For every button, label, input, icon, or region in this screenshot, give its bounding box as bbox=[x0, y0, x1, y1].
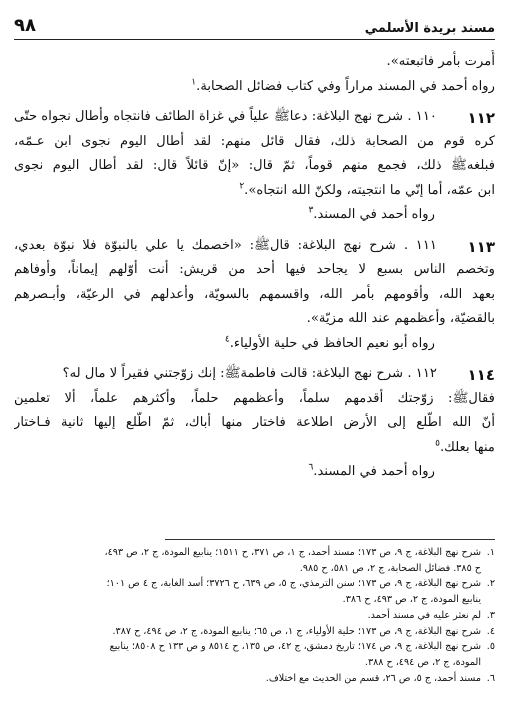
text-line: بعهد الله، وأقومهم بأمر الله، واقسمهم بالسويّة، وأعدلهم في الرعيّة، وأبـصرهم bbox=[14, 286, 495, 302]
footnote-text: المودة، ج ٢، ص ٤٩٤، ح ٣٨٨. bbox=[364, 656, 481, 668]
footnote-item bbox=[14, 561, 495, 577]
text-line: وتخصم الناس بسبع لا يجاحد فيها أحد من قريش: أنت أوّلهم إيماناً، وأوفاهم bbox=[14, 262, 495, 277]
text-line bbox=[14, 436, 495, 461]
footnote-number: ٤. bbox=[486, 625, 495, 637]
footnote-item bbox=[14, 608, 495, 624]
entry-number: ١١٢ bbox=[467, 109, 495, 127]
text-line bbox=[14, 75, 495, 100]
text-line bbox=[14, 332, 495, 357]
text-line: فبلغهﷺ ذلك، فجمع منهم قوماً، ثمّ قال: «إنّ قائلاً قال: لقد أطال اليوم نجوى bbox=[14, 158, 495, 173]
entry-number: ١١٣ bbox=[467, 237, 495, 256]
footnote-text: ينابيع المودة، ج ٢، ص ٤٩٣، ح ٣٨٦. bbox=[342, 594, 481, 606]
text-line bbox=[14, 203, 495, 228]
footnote-ref: ٦ bbox=[308, 462, 314, 473]
footnote-item bbox=[14, 576, 495, 592]
footnote-item bbox=[14, 655, 495, 671]
hadith-entry-112 bbox=[14, 105, 495, 130]
text-line: ١١١ . شرح نهج البلاغة: قالﷺ: «اخصمك يا علي بالنبوّة فلا نبوّة بعدي، bbox=[14, 237, 437, 253]
text-line bbox=[14, 460, 495, 485]
footnote-item bbox=[14, 624, 495, 640]
citation-text: رواه أحمد في المسند مراراً وفي كتاب فضائل الصحابة. bbox=[196, 78, 495, 94]
hadith-entry-113 bbox=[14, 234, 495, 259]
footnote-text: شرح نهج البلاغة، ج ٩، ص ١٧٣؛ حلية الأولياء، ج ١، ص ٦٥؛ ينابيع المودة، ج ٢، ص ٤٩٤، ح ٣٨٧. bbox=[112, 625, 481, 637]
page-number: ٩٨ bbox=[14, 15, 36, 36]
footnote-item bbox=[14, 639, 495, 655]
text-line bbox=[14, 179, 495, 204]
footnote-number: ١. bbox=[486, 547, 495, 558]
hadith-entry-114 bbox=[14, 362, 495, 387]
footnote-text: ح ٣٨٥. فضائل الصحابة، ج ٢، ص ٥٨١، ح ٩٨٥. bbox=[299, 562, 481, 574]
text-line: أنّ الله اطّلع إلى الأرض اطلاعة فاختار منها أباك، ثمّ اطّلع إليها ثانية فـاختار bbox=[14, 415, 495, 430]
entry-number: ١١٤ bbox=[467, 366, 495, 384]
citation-text: رواه أبو نعيم الحافظ في حلية الأولياء. bbox=[229, 335, 435, 351]
footnote-text: شرح نهج البلاغة، ج ٩، ص ١٧٣؛ سنن الترمذي، ج ٥، ص ٦٣٩، ح ٣٧٢٦؛ أسد الغابة، ج ٤ ص ١٠١؛ bbox=[106, 578, 481, 590]
footnote-ref: ٣ bbox=[308, 205, 314, 216]
footnote-ref: ٢ bbox=[239, 181, 245, 192]
citation-text: رواه أحمد في المسند. bbox=[313, 464, 435, 479]
footnote-text: شرح نهج البلاغة، ج ٩، ص ١٧٣؛ مسند أحمد، ج ١، ص ٣٧١، ح ١٥١١؛ ينابيع المودة، ج ٢، ص ٤٩٣، bbox=[104, 547, 481, 558]
footnote-text: مسند أحمد، ج ٥، ص ٢٦، قسم من الحديث مع اختلاف. bbox=[265, 672, 481, 684]
running-title: مسند بريدة الأسلمي bbox=[364, 21, 495, 36]
citation-text: رواه أحمد في المسند. bbox=[313, 207, 435, 222]
text-span: منها بعلك. bbox=[439, 439, 495, 455]
footnote-number: ٥. bbox=[486, 641, 495, 653]
text-line: بالقضيّة، وأعظمهم عند الله مزيّة». bbox=[306, 311, 495, 326]
main-text bbox=[14, 50, 495, 485]
text-line: أُمرت بأمر فاتبعته». bbox=[386, 54, 495, 69]
footnote-text: شرح نهج البلاغة، ج ٩، ص ١٧٤؛ تاريخ دمشق، ج ٤٢، ص ١٣٥، ح ٨٥١٤ و ص ١٣٣ ح ٨٥٠٨؛ ينابيع bbox=[109, 641, 481, 653]
text-line: فقالﷺ: زوّجتك أقدمهم سلماً، وأعظمهم حلماً، وأكثرهم علماً، ألا تعلمين bbox=[14, 390, 495, 406]
text-span: ابن عمّه، أما إنّي ما انتجيته، ولكنّ الله انتجاه». bbox=[244, 182, 495, 198]
footnotes bbox=[14, 545, 495, 686]
footnote-ref: ٤ bbox=[224, 334, 230, 345]
footnote-item bbox=[14, 592, 495, 608]
footnote-divider bbox=[165, 539, 495, 540]
footnote-number: ٦. bbox=[486, 672, 495, 684]
footnote-number: ٣. bbox=[486, 609, 495, 621]
footnote-number: ٢. bbox=[486, 578, 495, 590]
footnote-text: لم نعثر عليه في مسند أحمد. bbox=[367, 609, 481, 621]
footnote-ref: ٥ bbox=[435, 438, 440, 449]
text-line: كره قوم من الصحابة ذلك، فقال قائل منهم: لقد أطال اليوم نجوى ابن عـمّه، bbox=[14, 133, 495, 149]
footnote-item bbox=[14, 671, 495, 687]
page-header bbox=[14, 14, 495, 40]
text-line: ١١٢ . شرح نهج البلاغة: قالت فاطمةﷺ: إنك زوّجتني فقيراً لا مال له؟ bbox=[62, 366, 437, 381]
footnote-item bbox=[14, 545, 495, 561]
text-line: ١١٠ . شرح نهج البلاغة: دعاﷺ علياً في غزاة الطائف فانتجاه وأطال نجواه حتّى bbox=[14, 109, 437, 124]
footnote-ref: ١ bbox=[191, 77, 197, 88]
